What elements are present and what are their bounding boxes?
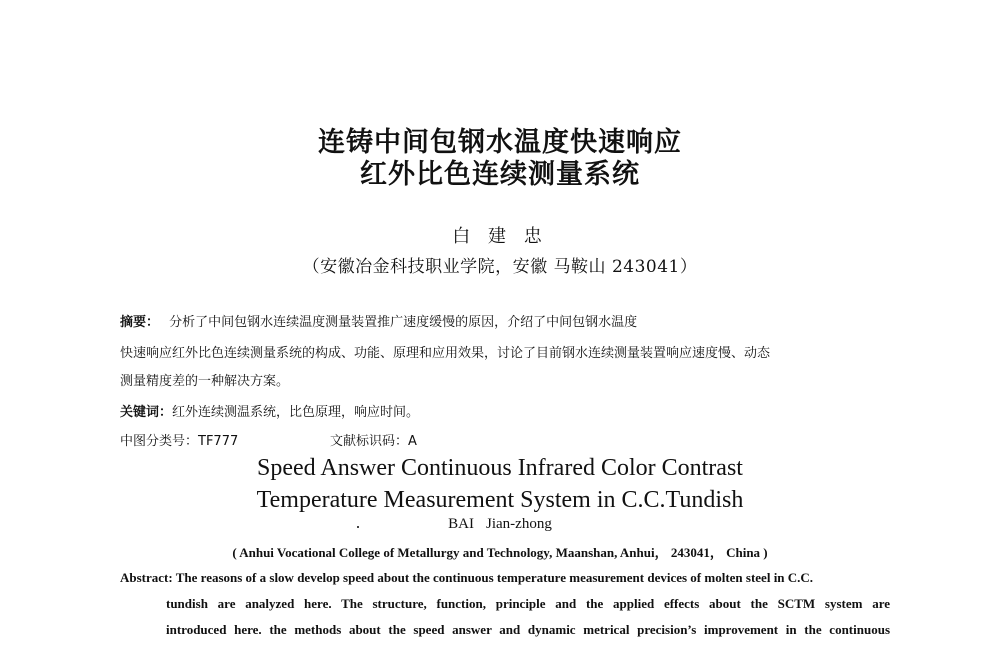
author-en-given: Jian-zhong — [486, 516, 552, 532]
author-cn: 白 建 忠 — [452, 226, 548, 247]
abstract-en-line2: tundish are analyzed here. The structure, function, principle and the applied effects about the SCTM system are — [166, 596, 890, 611]
abstract-cn-line2: 快速响应红外比色连续测量系统的构成、功能、原理和应用效果，讨论了目前钢水连续测量装置响应速度慢、动态 — [120, 346, 771, 361]
abstract-cn-line3: 测量精度差的一种解决方案。 — [120, 374, 290, 389]
doc-code-label: 文献标识码： — [330, 434, 409, 449]
title-en-line2: Temperature Measurement System in C.C.Tundish — [256, 487, 744, 513]
abstract-en-line1 — [120, 569, 813, 587]
title-cn-line1: 连铸中间包钢水温度快速响应 — [318, 127, 682, 158]
clc-value: TF777 — [198, 434, 239, 449]
author-en-surname: BAI — [448, 516, 474, 532]
abstract-en-label: Abstract: — [120, 570, 173, 585]
abstract-cn-text1: 分析了中间包钢水连续温度测量装置推广速度缓慢的原因，介绍了中间包钢水温度 — [169, 315, 638, 330]
abstract-cn-line1 — [120, 314, 637, 332]
abstract-cn-label: 摘要： — [120, 315, 160, 330]
classification-line — [120, 433, 417, 451]
title-en-line1: Speed Answer Continuous Infrared Color Contrast — [257, 455, 743, 481]
doc-code-value: A — [408, 434, 417, 449]
abstract-en-text1: The reasons of a slow develop speed about the continuous temperature measurement devices of molten steel in C.C. — [175, 570, 814, 585]
affiliation-en: ( Anhui Vocational College of Metallurgy and Technology, Maanshan, Anhui， 243041， China ) — [232, 545, 768, 560]
abstract-en-line3: introduced here. the methods about the speed answer and dynamic metrical precision’s improvement in the continuous — [166, 622, 890, 637]
keywords-cn — [120, 404, 419, 422]
title-cn-line2: 红外比色连续测量系统 — [360, 159, 640, 190]
keywords-text: 红外连续测温系统，比色原理，响应时间。 — [172, 405, 420, 420]
keywords-label: 关键词： — [120, 405, 173, 420]
author-en — [0, 516, 1000, 533]
clc-label: 中图分类号： — [120, 434, 199, 449]
affiliation-cn: （安徽冶金科技职业学院，安徽 马鞍山 243041） — [302, 257, 698, 277]
